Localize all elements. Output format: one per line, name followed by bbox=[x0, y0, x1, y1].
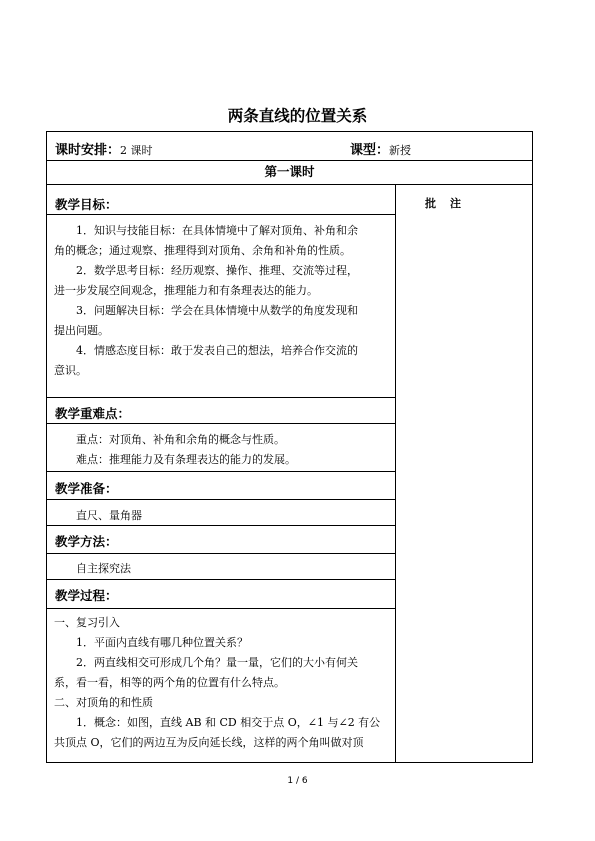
column-divider bbox=[395, 184, 396, 762]
section-title: 第一课时 bbox=[47, 160, 532, 185]
schedule-value: 2 课时 bbox=[120, 144, 153, 157]
text-line: 1．平面内直线有哪几种位置关系？ bbox=[76, 636, 248, 649]
divider bbox=[47, 525, 396, 526]
objectives-heading: 教学目标： bbox=[55, 197, 118, 212]
lesson-type-cell bbox=[350, 139, 411, 158]
text-line: 2．数学思考目标：经历观察、操作、推理、交流等过程， bbox=[76, 264, 358, 277]
key-points-heading: 教学重难点： bbox=[55, 406, 131, 421]
divider bbox=[47, 579, 396, 580]
objectives-body bbox=[54, 221, 392, 381]
lesson-type-value: 新授 bbox=[389, 144, 412, 157]
text-line: 共顶点 O，它们的两边互为反向延长线，这样的两个角叫做对顶 bbox=[54, 736, 364, 749]
text-line: 二、对顶角的和性质 bbox=[54, 696, 153, 709]
divider bbox=[47, 423, 396, 424]
text-line: 难点：推理能力及有条理表达的能力的发展。 bbox=[76, 453, 296, 466]
divider bbox=[47, 499, 396, 500]
lesson-type-label: 课型： bbox=[350, 143, 390, 158]
text-line: 系，看一看，相等的两个角的位置有什么特点。 bbox=[54, 676, 285, 689]
notes-label: 批注 bbox=[425, 197, 475, 210]
method-heading: 教学方法： bbox=[55, 534, 118, 549]
text-line: 2．两直线相交可形成几个角？量一量，它们的大小有何关 bbox=[76, 656, 358, 669]
header-row bbox=[47, 132, 532, 161]
text-line: 一、复习引入 bbox=[54, 616, 120, 629]
schedule-cell bbox=[55, 139, 153, 158]
divider bbox=[47, 553, 396, 554]
key-points-body bbox=[54, 430, 392, 470]
divider bbox=[47, 608, 396, 609]
text-line: 意识。 bbox=[54, 364, 87, 377]
text-line: 3．问题解决目标：学会在具体情境中从数学的角度发现和 bbox=[76, 304, 358, 317]
text-line: 自主探究法 bbox=[76, 562, 131, 575]
divider bbox=[47, 471, 396, 472]
text-line: 4．情感态度目标：敢于发表自己的想法，培养合作交流的 bbox=[76, 344, 358, 357]
divider bbox=[47, 397, 396, 398]
text-line: 重点：对顶角、补角和余角的概念与性质。 bbox=[76, 433, 285, 446]
divider bbox=[47, 214, 396, 215]
text-line: 角的概念；通过观察、推理得到对顶角、余角和补角的性质。 bbox=[54, 244, 351, 257]
text-line: 1．知识与技能目标：在具体情境中了解对顶角、补角和余 bbox=[76, 224, 358, 237]
document-title: 两条直线的位置关系 bbox=[227, 107, 368, 125]
text-line: 进一步发展空间观念，推理能力和有条理表达的能力。 bbox=[54, 284, 318, 297]
method-body bbox=[54, 559, 392, 579]
preparation-heading: 教学准备： bbox=[55, 481, 118, 496]
text-line: 1．概念：如图，直线 AB 和 CD 相交于点 O，∠1 与∠2 有公 bbox=[76, 716, 381, 729]
lesson-plan-table bbox=[46, 131, 533, 763]
process-body bbox=[54, 613, 392, 753]
preparation-body bbox=[54, 506, 392, 526]
page-number: 1 / 6 bbox=[287, 776, 308, 786]
text-line: 提出问题。 bbox=[54, 324, 109, 337]
schedule-label: 课时安排： bbox=[55, 143, 121, 158]
text-line: 直尺、量角器 bbox=[76, 509, 142, 522]
process-heading: 教学过程： bbox=[55, 588, 118, 603]
